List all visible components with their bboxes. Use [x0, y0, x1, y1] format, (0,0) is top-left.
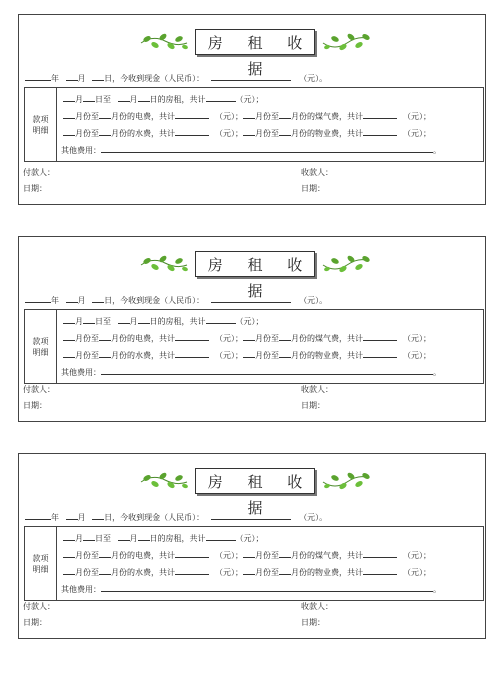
payer-label: 付款人： [23, 385, 55, 394]
amount-blank[interactable] [211, 511, 291, 520]
vine-decoration-icon [139, 251, 189, 277]
day-blank[interactable] [92, 294, 104, 303]
details-label: 款项明细 [25, 310, 57, 383]
details-label: 款项明细 [25, 527, 57, 600]
water-line: 月份至 月份的水费，共计 （元）； 月份至 月份的物业费，共计 （元）； [63, 566, 431, 578]
receipt-2 [18, 236, 486, 422]
title-row [19, 466, 485, 517]
day-blank[interactable] [92, 511, 104, 520]
payee-label: 收款人： [301, 602, 333, 611]
receipt-3 [18, 453, 486, 639]
year-blank[interactable] [25, 511, 51, 520]
water-line: 月份至 月份的水费，共计 （元）； 月份至 月份的物业费，共计 （元）； [63, 349, 431, 361]
details-table [24, 87, 484, 162]
receipt-title: 房 租 收 据 [195, 468, 315, 494]
receipt-title: 房 租 收 据 [195, 251, 315, 277]
other-fees-blank[interactable] [101, 366, 433, 375]
header-line: 年 月 日，今收到现金（人民币）： （元）。 [25, 72, 327, 84]
details-table [24, 526, 484, 601]
payee-label: 收款人： [301, 385, 333, 394]
title-row [19, 249, 485, 300]
water-line: 月份至 月份的水费，共计 （元）； 月份至 月份的物业费，共计 （元）； [63, 127, 431, 139]
other-fees-line: 其他费用： 。 [61, 585, 441, 594]
electricity-line: 月份至 月份的电费，共计 （元）； 月份至 月份的煤气费，共计 （元）； [63, 332, 431, 344]
rent-line: 月 日至 月 日的房租，共计 （元）； [63, 532, 264, 544]
date-label: 日期： [23, 184, 47, 193]
rent-line: 月 日至 月 日的房租，共计 （元）； [63, 315, 264, 327]
details-table [24, 309, 484, 384]
date-label: 日期： [301, 618, 325, 627]
month-blank[interactable] [66, 72, 78, 81]
vine-decoration-icon [139, 29, 189, 55]
month-blank[interactable] [66, 294, 78, 303]
vine-decoration-icon [321, 251, 371, 277]
other-fees-line: 其他费用： 。 [61, 368, 441, 377]
receipt-1 [18, 14, 486, 205]
header-line: 年 月 日，今收到现金（人民币）： （元）。 [25, 511, 327, 523]
vine-decoration-icon [139, 468, 189, 494]
details-label: 款项明细 [25, 88, 57, 161]
year-blank[interactable] [25, 294, 51, 303]
rent-line: 月 日至 月 日的房租，共计 （元）； [63, 93, 264, 105]
payer-label: 付款人： [23, 602, 55, 611]
amount-blank[interactable] [211, 72, 291, 81]
date-label: 日期： [301, 184, 325, 193]
date-label: 日期： [23, 618, 47, 627]
month-blank[interactable] [66, 511, 78, 520]
other-fees-blank[interactable] [101, 583, 433, 592]
vine-decoration-icon [321, 29, 371, 55]
electricity-line: 月份至 月份的电费，共计 （元）； 月份至 月份的煤气费，共计 （元）； [63, 549, 431, 561]
date-label: 日期： [301, 401, 325, 410]
amount-blank[interactable] [211, 294, 291, 303]
other-fees-line: 其他费用： 。 [61, 146, 441, 155]
title-row [19, 27, 485, 78]
electricity-line: 月份至 月份的电费，共计 （元）； 月份至 月份的煤气费，共计 （元）； [63, 110, 431, 122]
vine-decoration-icon [321, 468, 371, 494]
other-fees-blank[interactable] [101, 144, 433, 153]
payer-label: 付款人： [23, 168, 55, 177]
payee-label: 收款人： [301, 168, 333, 177]
header-line: 年 月 日，今收到现金（人民币）： （元）。 [25, 294, 327, 306]
year-blank[interactable] [25, 72, 51, 81]
date-label: 日期： [23, 401, 47, 410]
day-blank[interactable] [92, 72, 104, 81]
receipt-title: 房 租 收 据 [195, 29, 315, 55]
